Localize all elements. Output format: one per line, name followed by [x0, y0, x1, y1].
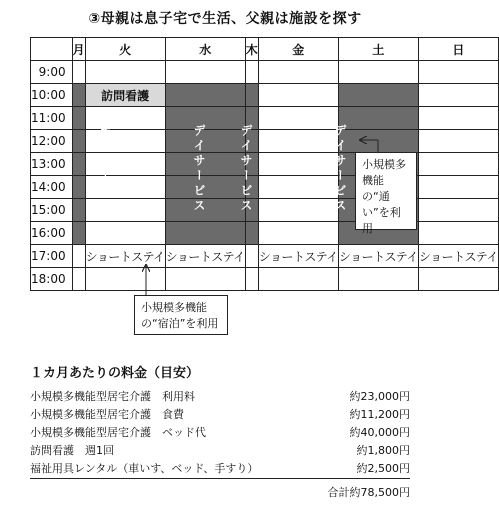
fee-label: 小規模多機能型居宅介護 利用料 — [30, 390, 195, 403]
time-label: 10:00 — [31, 84, 73, 107]
fee-row — [30, 442, 410, 460]
fee-amount: 約23,000円 — [349, 390, 410, 403]
fee-amount: 約1,800円 — [356, 444, 410, 457]
fee-row — [30, 424, 410, 442]
day-service-label-sat: デイサービス — [333, 124, 347, 214]
page-title: ③母親は息子宅で生活、父親は施設を探す — [88, 11, 362, 27]
short-stay-cell: ショートステイ — [85, 245, 165, 268]
fee-label: 訪問看護 週1回 — [30, 444, 114, 457]
fee-label: 小規模多機能型居宅介護 食費 — [30, 408, 184, 421]
short-stay-cell: ショートステイ — [165, 245, 245, 268]
time-label: 16:00 — [31, 222, 73, 245]
fee-row — [30, 388, 410, 406]
callout-tsuusho: 小規模多機能の“通い”を利用 — [355, 152, 417, 230]
day-service-label-wed: デイサービス — [192, 124, 206, 214]
fee-total: 合計約78,500円 — [327, 486, 410, 499]
day-header: 月 — [72, 38, 85, 61]
day-header: 土 — [338, 38, 418, 61]
time-label: 15:00 — [31, 199, 73, 222]
day-header: 火 — [85, 38, 165, 61]
total-divider — [30, 478, 410, 479]
time-label: 13:00 — [31, 153, 73, 176]
fee-list — [30, 388, 410, 478]
time-label: 9:00 — [31, 61, 73, 84]
fee-amount: 約2,500円 — [356, 462, 410, 475]
short-stay-cell: ショートステイ — [338, 245, 418, 268]
day-service-label-thu: デイサービス — [239, 124, 253, 214]
fee-amount: 約40,000円 — [349, 426, 410, 439]
short-stay-cell: ショートステイ — [418, 245, 498, 268]
day-header: 木 — [245, 38, 258, 61]
fee-row — [30, 406, 410, 424]
time-label: 11:00 — [31, 107, 73, 130]
day-service-label-mon: デイサービス — [98, 124, 112, 214]
fee-label: 小規模多機能型居宅介護 ベッド代 — [30, 426, 206, 439]
day-header: 日 — [418, 38, 498, 61]
fee-section-title: １カ月あたりの料金（目安） — [30, 366, 200, 381]
short-stay-cell: ショートステイ — [258, 245, 338, 268]
day-header: 水 — [165, 38, 245, 61]
day-header: 金 — [258, 38, 338, 61]
callout-shukuhaku: 小規模多機能の“宿泊”を利用 — [134, 295, 228, 335]
time-label: 12:00 — [31, 130, 73, 153]
time-label: 14:00 — [31, 176, 73, 199]
fee-label: 福祉用具レンタル（車いす、ベッド、手すり） — [30, 462, 259, 475]
fee-row — [30, 460, 410, 478]
time-label: 18:00 — [31, 268, 73, 291]
fee-amount: 約11,200円 — [349, 408, 410, 421]
visit-nursing-cell: 訪問看護 — [85, 84, 165, 107]
time-label: 17:00 — [31, 245, 73, 268]
